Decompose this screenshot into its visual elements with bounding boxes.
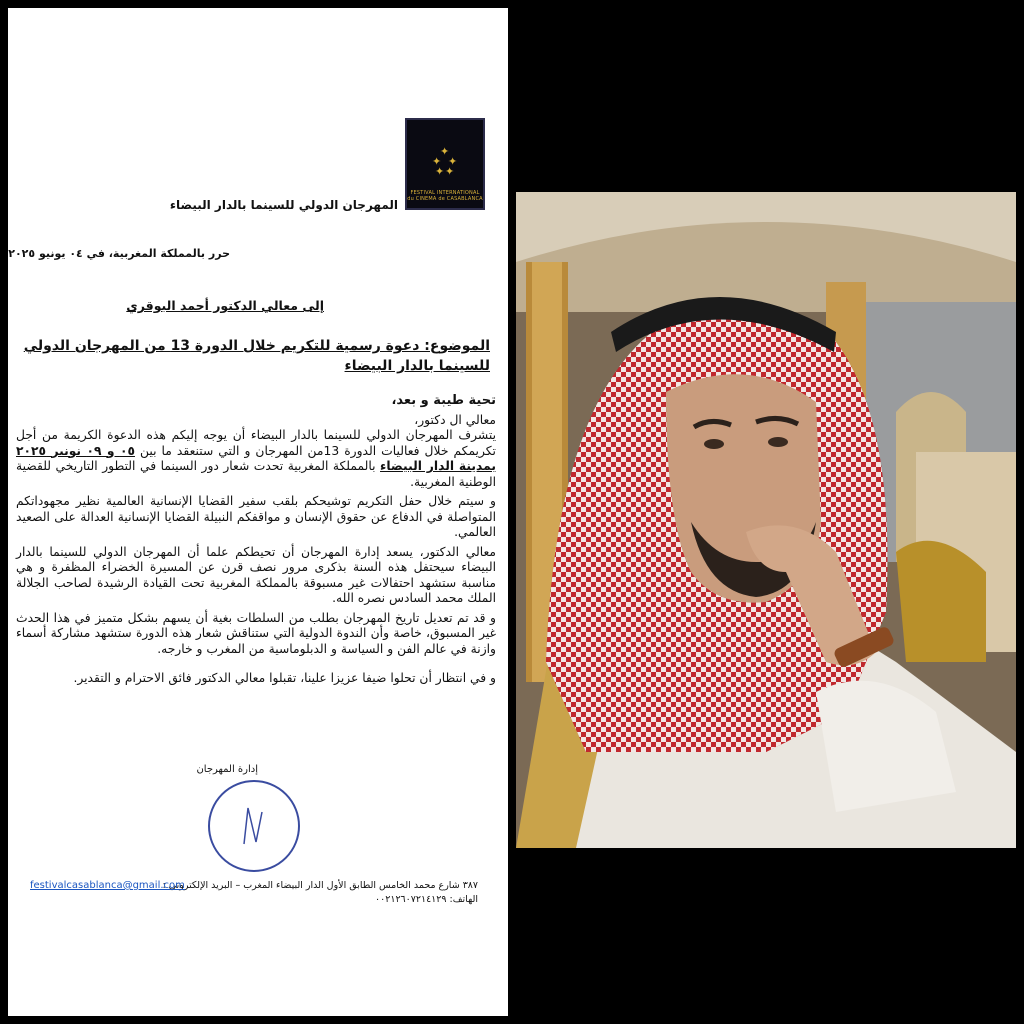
footer-email-link[interactable]: festivalcasablanca@gmail.com (30, 880, 185, 891)
logo-caption-line1: FESTIVAL INTERNATIONAL (410, 190, 480, 196)
star-icon: ✦ (432, 155, 442, 168)
festival-city: بمدينة الدار البيضاء (380, 459, 496, 473)
letter-date: حرر بالمملكة المغربية، في ٠٤ يونيو ٢٠٢٥ (8, 247, 230, 260)
paragraph-3: معالي الدكتور، يسعد إدارة المهرجان أن تحيطكم علما أن المهرجان الدولي للسينما بالدار البيضاء سيحتفل هذه السنة بذكرى مرور نصف قرن عن المسيرة الخضراء المظفرة و هي مناسبة ستشهد احتفالات غير مسبوقة بالمملكة المغربية تحت القيادة الرشيدة لصاحب الجلالة الملك محمد السادس نصره الله. (16, 544, 496, 605)
festival-stamp (208, 780, 300, 872)
paragraph-1-theme: بالمملكة المغربية تحدت شعار دور السينما في التطور التاريخي للقضية الوطنية المغربية. (16, 459, 496, 489)
festival-dates: ٠٥ و ٠٩ نونبر ٢٠٢٥ (16, 443, 135, 458)
star-icon: ✦ (448, 155, 458, 168)
festival-logo (405, 118, 485, 210)
svg-text:FESTIVAL INTERNATIONAL DU CINE (210, 782, 214, 784)
paragraph-4: و قد تم تعديل تاريخ المهرجان بطلب من السلطات بغية أن يسهم بشكل متميز في هذا الحدث غير المسبوق، خاصة وأن الندوة الدولية التي ستناقش شعار هذه الدورة ستشهد مشاركة أسماء وازنة في عالم الفن و السياسة و الدبلوماسية من المغرب و خارجه. (16, 610, 496, 656)
salutation: معالي ال دكتور، (414, 412, 496, 427)
star-icon: ✦ (435, 165, 445, 178)
signature-label: إدارة المهرجان (196, 764, 258, 775)
addressee: إلى معالي الدكتور أحمد البوقري (126, 298, 324, 313)
stamp-text (210, 782, 214, 784)
stamp-seal-icon (210, 782, 298, 870)
star-icon: ✦ (440, 145, 450, 158)
letter-subject: الموضوع: دعوة رسمية للتكريم خلال الدورة 13 من المهرجان الدولي للسينما بالدار البيضاء (23, 338, 490, 374)
greeting: تحية طيبة و بعد، (391, 393, 496, 408)
festival-name: المهرجان الدولي للسينما بالدار البيضاء (169, 198, 398, 212)
logo-caption (407, 190, 483, 202)
paragraph-1 (16, 428, 496, 490)
footer-address (162, 879, 478, 907)
portrait-illustration (516, 192, 1016, 848)
logo-caption-line2: du CINEMA de CASABLANCA (407, 196, 483, 202)
star-icon: ✦ (445, 165, 455, 178)
letter-body (16, 393, 496, 691)
footer-phone: الهاتف: ٠٠٢١٢٦٠٧٢١٤١٢٩ (375, 894, 478, 905)
closing: و في انتظار أن تحلوا ضيفا عزيزا علينا، تقبلوا معالي الدكتور فائق الاحترام و التقدير. (73, 671, 496, 685)
footer-address-line: ٣٨٧ شارع محمد الخامس الطابق الأول الدار البيضاء المغرب – البريد الإلكتروني : (162, 880, 478, 891)
invitation-letter (8, 8, 508, 1016)
portrait-photo (516, 192, 1016, 848)
spacer (16, 661, 496, 671)
paragraph-1-intro: يتشرف المهرجان الدولي للسينما بالدار البيضاء أن يوجه إليكم هذه الدعوة الكريمة من أجل تكريمكم خلال فعاليات الدورة 13من المهرجان و التي ستنعقد ما بين (16, 428, 496, 458)
paragraph-2: و سيتم خلال حفل التكريم توشيحكم بلقب سفير القضايا الإنسانية العالمية نظير مجهوداتكم المتواصلة في الدفاع عن حقوق الإنسان و مواقفكم النبيلة القضايا الإنسانية العدالة على الصعيد العالمي. (16, 494, 496, 539)
